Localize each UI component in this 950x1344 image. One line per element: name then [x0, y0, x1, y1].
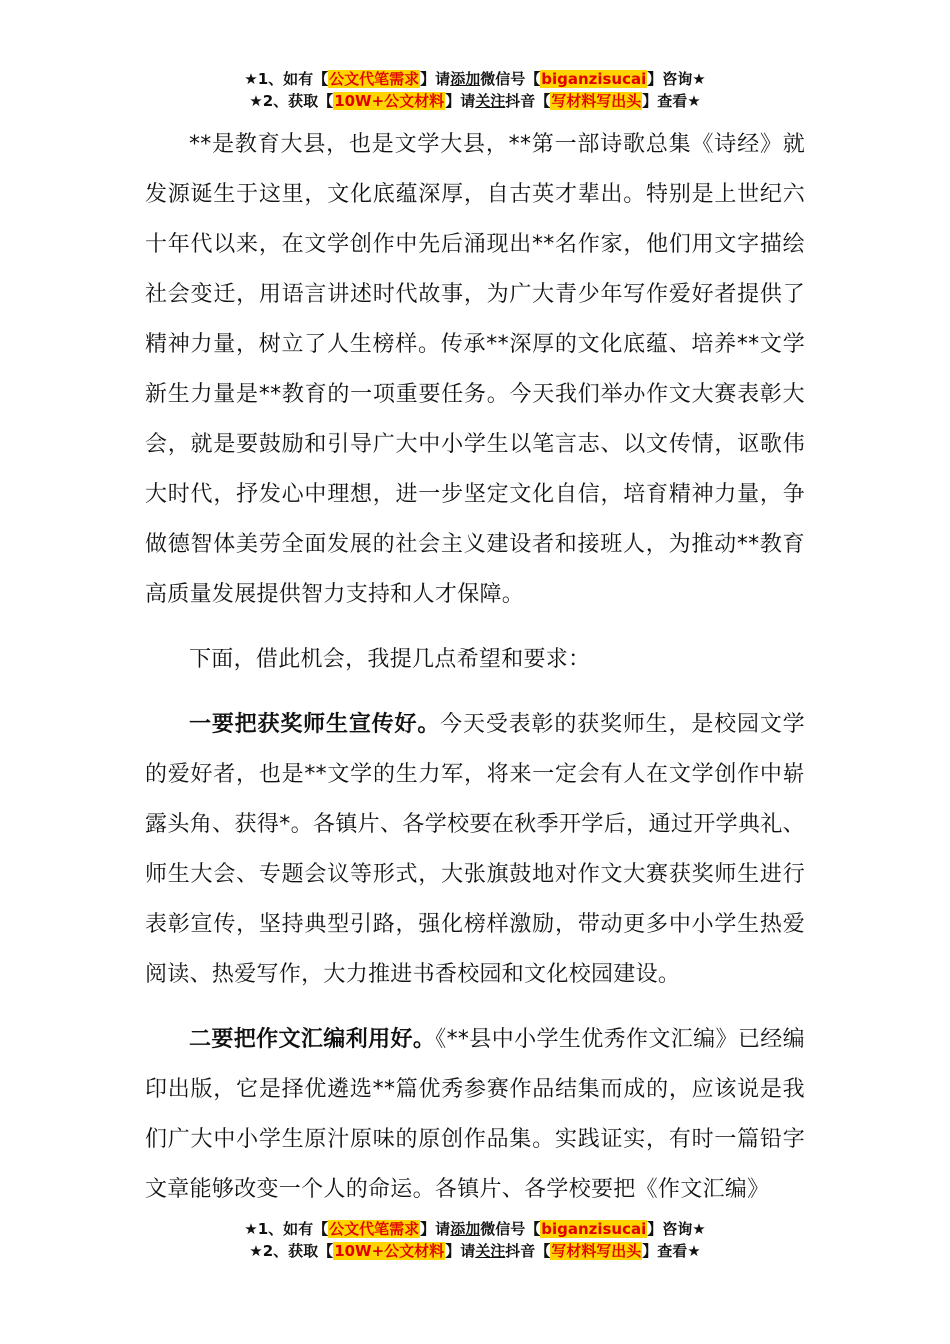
banner-line-2: [0, 90, 950, 112]
footer-underline-add: 添加: [450, 1220, 481, 1238]
banner-line-1-mid: 】请: [420, 70, 451, 88]
banner-line-2-mid: 】请: [445, 92, 476, 110]
footer-line-1-suffix: 】咨询★: [647, 1220, 706, 1238]
paragraph-point-one: [145, 700, 805, 1000]
banner-line-2-mid2: 抖音【: [505, 92, 551, 110]
footer-highlight-materials: 10W+公文材料: [334, 1242, 445, 1260]
banner-line-1-prefix: ★1、如有【: [244, 70, 329, 88]
point-two-heading: 二要把作文汇编利用好。: [189, 1027, 436, 1052]
footer-line-2-prefix: ★2、获取【: [249, 1242, 334, 1260]
footer-line-2-suffix: 】查看★: [642, 1242, 701, 1260]
footer-highlight-service: 公文代笔需求: [329, 1220, 420, 1238]
footer-banner-line-1: [0, 1218, 950, 1240]
document-body: [145, 120, 805, 1215]
footer-line-1-mid: 】请: [420, 1220, 451, 1238]
paragraph-transition: 下面，借此机会，我提几点希望和要求：: [189, 647, 591, 672]
banner-underline-follow: 关注: [475, 92, 506, 110]
footer-line-2-mid: 】请: [445, 1242, 476, 1260]
banner-line-2-suffix: 】查看★: [642, 92, 701, 110]
footer-banner-line-2: [0, 1240, 950, 1262]
banner-highlight-materials: 10W+公文材料: [334, 92, 445, 110]
banner-line-2-prefix: ★2、获取【: [249, 92, 334, 110]
footer-banner: [0, 1218, 950, 1262]
point-one-heading: 一要把获奖师生宣传好。: [189, 712, 441, 737]
paragraph-intro: **是教育大县，也是文学大县，**第一部诗歌总集《诗经》就发源诞生于这里，文化底蕴深厚，自古英才辈出。特别是上世纪六十年代以来，在文学创作中先后涌现出**名作家，他们用文字描绘社会变迁，用语言讲述时代故事，为广大青少年写作爱好者提供了精神力量，树立了人生榜样。传承**深厚的文化底蕴、培养**文学新生力量是**教育的一项重要任务。今天我们举办作文大赛表彰大会，就是要鼓励和引导广大中小学生以笔言志、以文传情，讴歌伟大时代，抒发心中理想，进一步坚定文化自信，培育精神力量，争做德智体美劳全面发展的社会主义建设者和接班人，为推动**教育高质量发展提供智力支持和人才保障。: [145, 132, 805, 607]
point-one-text: 今天受表彰的获奖师生，是校园文学的爱好者，也是**文学的生力军，将来一定会有人在文学创作中崭露头角、获得*。各镇片、各学校要在秋季开学后，通过开学典礼、师生大会、专题会议等形式，大张旗鼓地对作文大赛获奖师生进行表彰宣传，坚持典型引路，强化榜样激励，带动更多中小学生热爱阅读、热爱写作，大力推进书香校园和文化校园建设。: [145, 712, 805, 987]
footer-highlight-wechat-id: biganzisucai: [541, 1220, 647, 1238]
footer-line-1-mid2: 微信号【: [480, 1220, 541, 1238]
banner-line-1-mid2: 微信号【: [480, 70, 541, 88]
banner-highlight-wechat-id: biganzisucai: [541, 70, 647, 88]
footer-underline-follow: 关注: [475, 1242, 506, 1260]
footer-highlight-douyin: 写材料写出头: [551, 1242, 642, 1260]
paragraph-point-two: [145, 1015, 805, 1215]
point-two-text: 《**县中小学生优秀作文汇编》已经编印出版，它是择优遴选**篇优秀参赛作品结集而成的，应该说是我们广大中小学生原汁原味的原创作品集。实践证实，有时一篇铅字文章能够改变一个人的命运。各镇片、各学校要把《作文汇编》: [145, 1027, 805, 1202]
banner-underline-add: 添加: [450, 70, 481, 88]
footer-line-2-mid2: 抖音【: [505, 1242, 551, 1260]
header-banner: [0, 68, 950, 112]
footer-line-1-prefix: ★1、如有【: [244, 1220, 329, 1238]
banner-highlight-douyin: 写材料写出头: [551, 92, 642, 110]
banner-line-1: [0, 68, 950, 90]
banner-highlight-service: 公文代笔需求: [329, 70, 420, 88]
banner-line-1-suffix: 】咨询★: [647, 70, 706, 88]
